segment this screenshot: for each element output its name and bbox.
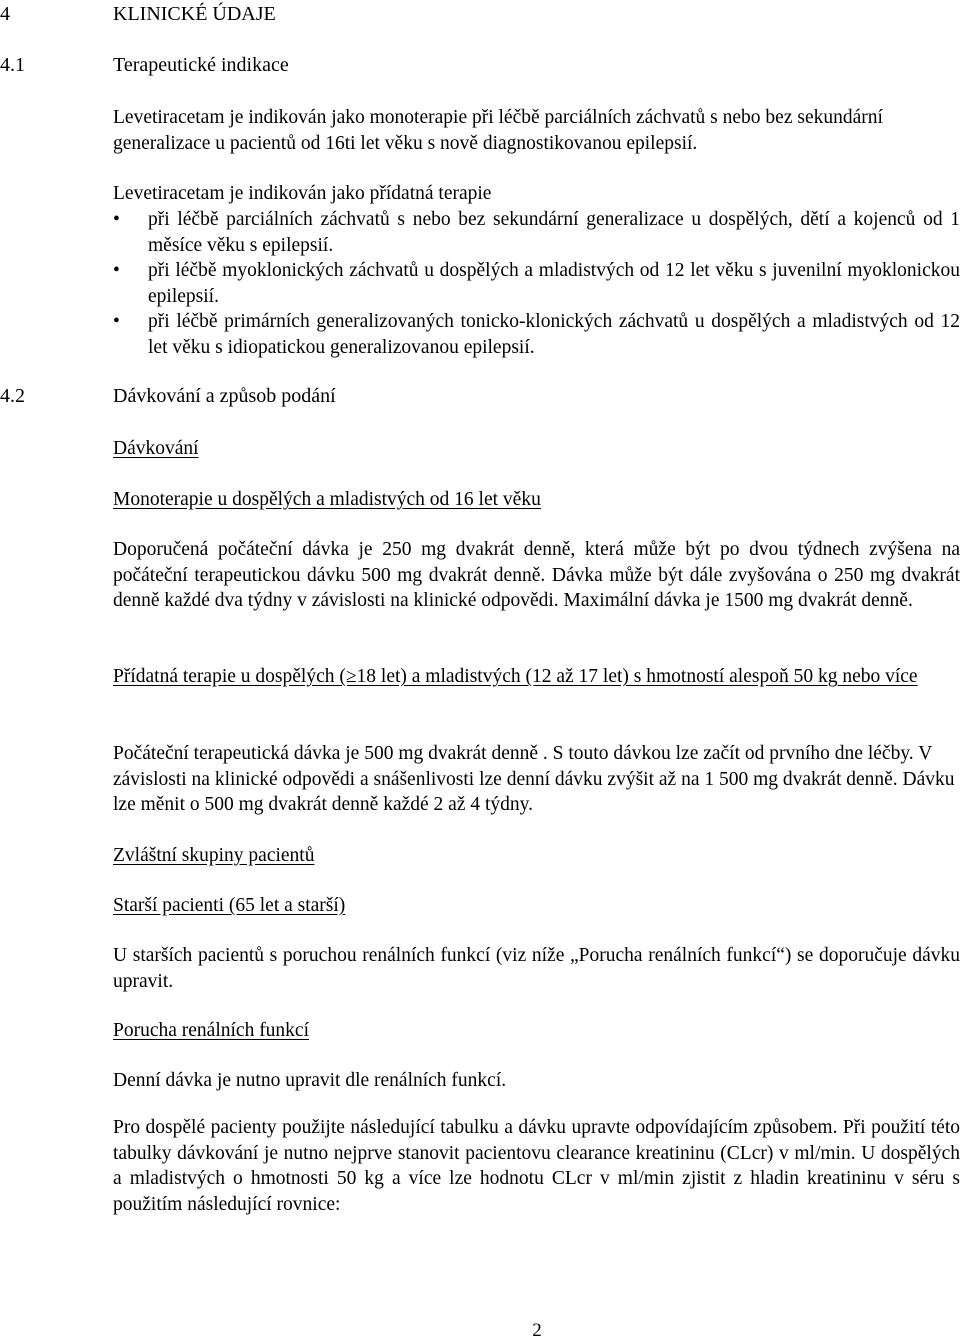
subheading-elderly: Starší pacienti (65 let a starší) — [113, 895, 346, 916]
list-item — [113, 207, 960, 258]
subheading-addon-therapy: Přídatná terapie u dospělých (≥18 let) a mladistvých (12 až 17 let) s hmotností alespoň 50 kg nebo více — [113, 666, 918, 687]
section-number: 4.1 — [0, 54, 25, 76]
indication-monotherapy-paragraph: Levetiracetam je indikován jako monoterapie při léčbě parciálních záchvatů s nebo bez sekundární generalizace u pacientů od 16ti let věku s nově diagnostikovanou epilepsií. — [113, 107, 883, 154]
subheading-renal-impairment: Porucha renálních funkcí — [113, 1020, 310, 1041]
renal-paragraph-2: Pro dospělé pacienty použijte následující tabulku a dávku upravte odpovídajícím způsobem. Při použití této tabulky dávkování je nutno nejprve stanovit pacientovu clearance kreatininu (CLcr) v ml/min. U dospělých a mladistvých o hmotnosti 50 kg a více lze hodnotu CLcr v ml/min zjistit z hladin kreatininu v séru s použitím následující rovnice: — [113, 1117, 960, 1215]
section-title: KLINICKÉ ÚDAJE — [113, 3, 276, 25]
list-item — [113, 258, 960, 309]
bullet-text: při léčbě parciálních záchvatů s nebo bez sekundární generalizace u dospělých, dětí a kojenců od 1 měsíce věku s epilepsií. — [148, 209, 960, 256]
subheading-dosing: Dávkování — [113, 438, 199, 459]
list-item — [113, 309, 960, 360]
page-number: 2 — [532, 1320, 542, 1341]
addon-dosing-paragraph: Počáteční terapeutická dávka je 500 mg dvakrát denně . S touto dávkou lze začít od prvního dne léčby. V závislosti na klinické odpovědi a snášenlivosti lze denní dávku zvýšit až na 1 500 mg dvakrát denně. Dávku lze měnit o 500 mg dvakrát denně každé 2 až 4 týdny. — [113, 743, 955, 816]
subheading-special-populations: Zvláštní skupiny pacientů — [113, 845, 315, 866]
bullet-icon: • — [113, 260, 120, 282]
section-number: 4.2 — [0, 385, 25, 407]
bullet-text: při léčbě myoklonických záchvatů u dospělých a mladistvých od 12 let věku s juvenilní myoklonickou epilepsií. — [148, 260, 960, 307]
section-title: Dávkování a způsob podání — [113, 385, 336, 407]
section-title: Terapeutické indikace — [113, 54, 289, 76]
bullet-icon: • — [113, 209, 120, 230]
renal-paragraph-1: Denní dávka je nutno upravit dle renálních funkcí. — [113, 1070, 507, 1091]
indication-addon-intro: Levetiracetam je indikován jako přídatná terapie — [113, 183, 492, 204]
bullet-text: při léčbě primárních generalizovaných tonicko-klonických záchvatů u dospělých a mladistvých od 12 let věku s idiopatickou generalizovanou epilepsií. — [148, 311, 960, 358]
subheading-monotherapy: Monoterapie u dospělých a mladistvých od 16 let věku — [113, 489, 541, 510]
monotherapy-dosing-paragraph: Doporučená počáteční dávka je 250 mg dvakrát denně, která může být po dvou týdnech zvýšena na počáteční terapeutickou dávku 500 mg dvakrát denně. Dávka může být dále zvyšována o 250 mg dvakrát denně každé dva týdny v závislosti na klinické odpovědi. Maximální dávka je 1500 mg dvakrát denně. — [113, 539, 960, 612]
elderly-paragraph: U starších pacientů s poruchou renálních funkcí (viz níže „Porucha renálních funkcí“) se doporučuje dávku upravit. — [113, 945, 960, 992]
bullet-icon: • — [113, 311, 120, 333]
indication-bullet-list — [113, 207, 960, 361]
section-number: 4 — [0, 3, 10, 25]
